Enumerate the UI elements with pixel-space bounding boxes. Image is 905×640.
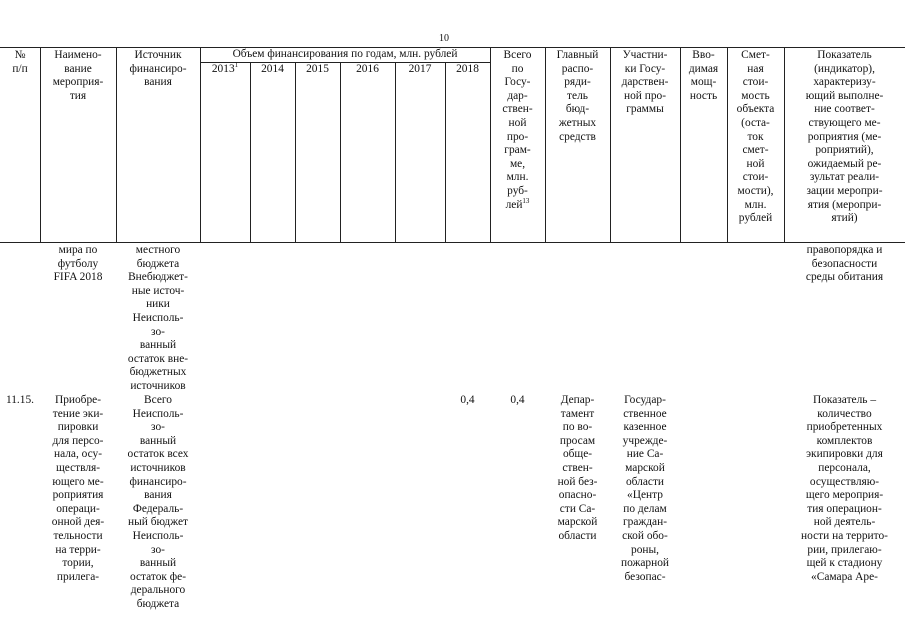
total-label: Всего по Госу- дар- ствен- ной про- грам- ме, млн. руб- лей	[502, 49, 533, 211]
continued-indicator: правопорядка и безопасности среды обитания	[805, 244, 884, 284]
continued-name: мира по футболу FIFA 2018	[53, 244, 103, 284]
row-name: Приобре- тение эки- пировки для персо- нала, осу- ществля- ющего ме- роприятия операци- онной дея- тельности на терри- тории, прилега-	[51, 394, 105, 583]
continued-source: местного бюджета Внебюджет- ные источ- ники Неисполь- зо- ванный остаток вне- бюджетных источников	[127, 244, 189, 392]
header-total	[490, 49, 545, 212]
header-name: Наимено- вание мероприя- тия	[52, 49, 104, 102]
header-year-2015: 2015	[306, 63, 329, 75]
header-year-2014: 2014	[261, 63, 284, 75]
header-year-2013	[200, 63, 250, 77]
header-num: № п/п	[12, 49, 28, 75]
header-source: Источник финансиро- вания	[129, 49, 187, 89]
col-divider	[445, 62, 446, 242]
header-year-2018: 2018	[456, 63, 479, 75]
row-value-2018: 0,4	[460, 394, 475, 406]
header-chief-manager: Главный распо- ряди- тель бюд- жетных средств	[556, 49, 599, 143]
row-num: 11.15.	[5, 394, 35, 406]
col-divider	[340, 62, 341, 242]
header-bottom-border	[0, 242, 905, 243]
header-year-2016: 2016	[356, 63, 379, 75]
year-label: 2013	[211, 63, 235, 75]
row-source: Всего Неисполь- зо- ванный остаток всех источников финансиро- вания Федераль- ный бюджет Неисполь- зо- ванный остаток фе- дерального бюджета	[127, 394, 189, 610]
footnote-marker: 13	[522, 196, 530, 205]
header-capacity: Вво- димая мощ- ность	[688, 49, 719, 102]
header-participants: Участни- ки Госу- дарствен- ной про- граммы	[621, 49, 669, 116]
page-number: 10	[439, 33, 449, 44]
header-indicator: Показатель (индикатор), характеризу- ющий выполне- ние соответ- ствующего ме- роприятия (ме- роприятий), ожидаемый ре- зультат реали- зации меропри- ятия (меропри- ятий)	[805, 49, 884, 225]
col-divider	[295, 62, 296, 242]
col-divider	[395, 62, 396, 242]
header-volume: Объем финансирования по годам, млн. рублей	[232, 48, 458, 60]
row-total: 0,4	[510, 394, 525, 406]
row-chief-manager: Депар- тамент по во- просам обще- ствен- ной без- опасно- сти Са- марской области	[557, 394, 598, 542]
row-participants: Государ- ственное казенное учрежде- ние Са- марской области «Центр по делам граждан- ской обо- роны, пожарной безопас-	[620, 394, 669, 583]
header-year-2017: 2017	[408, 63, 432, 75]
row-indicator: Показатель – количество приобретенных комплектов экипировки для персонала, осуществляю- щего мероприя- тия операцион- ной деятель- ности на террито- рии, прилегаю- щей к стадиону «Самара Аре-	[801, 394, 888, 583]
header-estimate: Смет- ная стои- мость объекта (остa- ток смет- ной стои- мости), млн. рублей	[736, 49, 775, 225]
footnote-marker: 1	[234, 61, 239, 70]
col-divider	[250, 62, 251, 242]
